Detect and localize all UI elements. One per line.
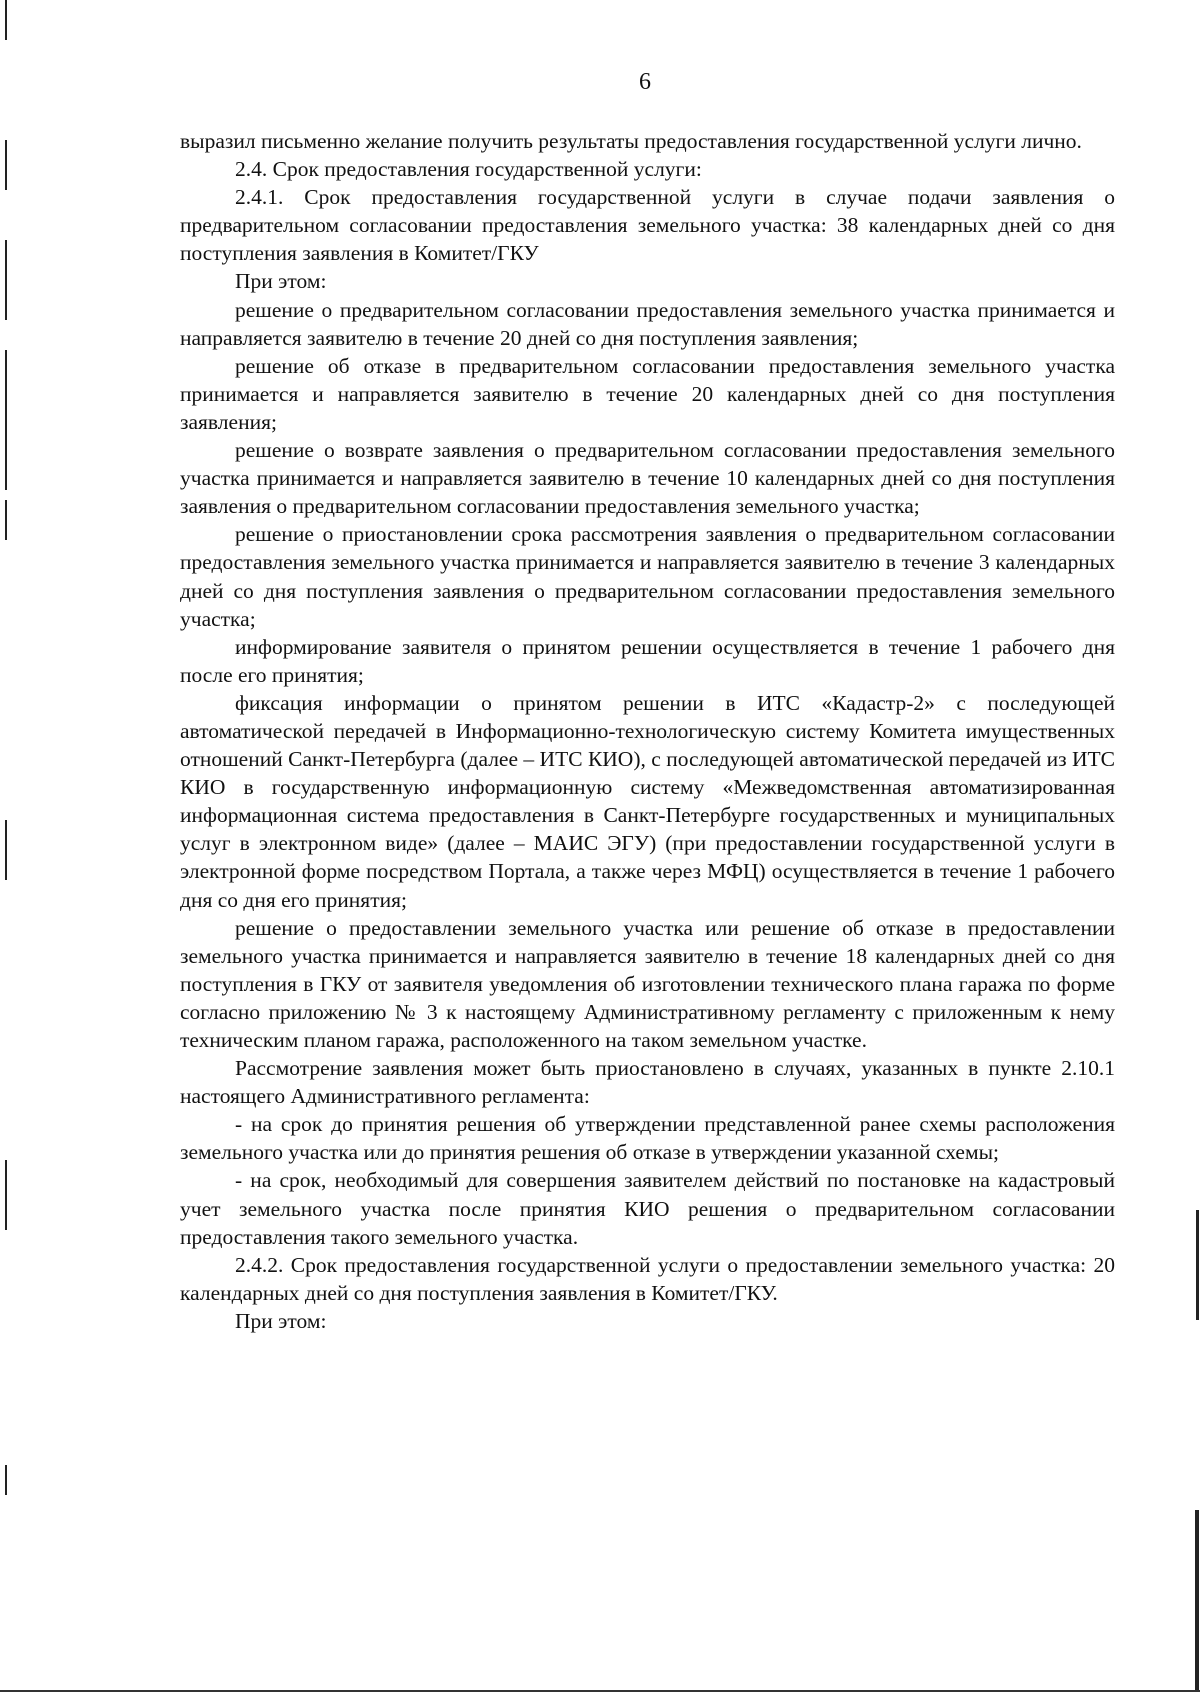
scan-artifact-right-1 bbox=[1196, 1210, 1199, 1320]
paragraph-recording: фиксация информации о принятом решении в ИТС «Кадастр-2» с последующей автоматической передачей в Информационно-технологическую систему Комитета имущественных отношений Санкт-Петербурга (далее – ИТС КИО), с последующей автоматической передачей из ИТС КИО в государственную информационную систему «Межведомственная автоматизированная информационная система предоставления в Санкт-Петербурге государственных и муниципальных услуг в электронном виде» (далее – МАИС ЭГУ) (при предоставлении государственной услуги в электронной форме посредством Портала, а также через МФЦ) осуществляется в течение 1 рабочего дня со дня его принятия; bbox=[180, 690, 1115, 912]
scan-artifact-right-2 bbox=[1195, 1510, 1199, 1690]
page-number: 6 bbox=[639, 69, 651, 95]
paragraph-continuation: выразил письменно желание получить результаты предоставления государственной услуги лично. bbox=[180, 129, 1082, 153]
scan-artifact-left-5 bbox=[5, 500, 7, 540]
clause-2-4-2: 2.4.2. Срок предоставления государственной услуги о предоставлении земельного участка: 20 календарных дней со дня поступления заявления в Комитет/ГКУ. bbox=[180, 1252, 1115, 1305]
paragraph-decision-refusal: решение об отказе в предварительном согласовании предоставления земельного участка принимается и направляется заявителю в течение 20 календарных дней со дня поступления заявления; bbox=[180, 353, 1115, 434]
paragraph-decision-approval: решение о предварительном согласовании предоставления земельного участка принимается и направляется заявителю в течение 20 дней со дня поступления заявления; bbox=[180, 297, 1115, 350]
paragraph-pri-etom-2: При этом: bbox=[235, 1308, 327, 1333]
scan-artifact-left-3 bbox=[5, 240, 7, 320]
scan-artifact-left-4 bbox=[5, 350, 7, 490]
scan-artifact-left-6 bbox=[5, 820, 7, 880]
scan-artifact-bottom-rule bbox=[0, 1690, 1200, 1692]
paragraph-suspension-cases: Рассмотрение заявления может быть приостановлено в случаях, указанных в пункте 2.10.1 настоящего Административного регламента: bbox=[180, 1056, 1115, 1109]
paragraph-decision-suspension: решение о приостановлении срока рассмотрения заявления о предварительном согласовании предоставления земельного участка принимается и направляется заявителю в течение 3 календарных дней со дня поступления заявления о предварительном согласовании предоставления земельного участка; bbox=[180, 522, 1115, 631]
clause-2-4-1: 2.4.1. Срок предоставления государственной услуги в случае подачи заявления о предварительном согласовании предоставления земельного участка: 38 календарных дней со дня поступления заявления в Комитет/ГКУ bbox=[180, 185, 1115, 266]
list-item-cadastral: - на срок, необходимый для совершения заявителем действий по постановке на кадастровый учет земельного участка после принятия КИО решения о предварительном согласовании предоставления такого земельного участка. bbox=[180, 1168, 1115, 1249]
paragraph-informing: информирование заявителя о принятом решении осуществляется в течение 1 рабочего дня после его принятия; bbox=[180, 634, 1115, 687]
scan-artifact-left-7 bbox=[5, 1160, 7, 1230]
list-item-scheme: - на срок до принятия решения об утверждении представленной ранее схемы расположения земельного участка или до принятия решения об отказе в утверждении указанной схемы; bbox=[180, 1112, 1115, 1165]
paragraph-pri-etom: При этом: bbox=[235, 269, 327, 294]
scan-artifact-left-2 bbox=[5, 140, 7, 190]
section-heading-2-4: 2.4. Срок предоставления государственной услуги: bbox=[235, 157, 702, 182]
paragraph-decision-return: решение о возврате заявления о предварительном согласовании предоставления земельного участка принимается и направляется заявителю в течение 10 календарных дней со дня поступления заявления о предварительном согласовании предоставления земельного участка; bbox=[180, 438, 1115, 519]
scan-artifact-left-1 bbox=[5, 0, 7, 40]
scan-artifact-left-8 bbox=[5, 1465, 7, 1495]
paragraph-decision-provision: решение о предоставлении земельного участка или решение об отказе в предоставлении земельного участка принимается и направляется заявителю в течение 18 календарных дней со дня поступления в ГКУ от заявителя уведомления об изготовлении технического плана гаража по форме согласно приложению № 3 к настоящему Административному регламенту с приложенным к нему техническим планом гаража, расположенного на таком земельном участке. bbox=[180, 915, 1115, 1052]
document-body bbox=[180, 127, 1115, 1335]
